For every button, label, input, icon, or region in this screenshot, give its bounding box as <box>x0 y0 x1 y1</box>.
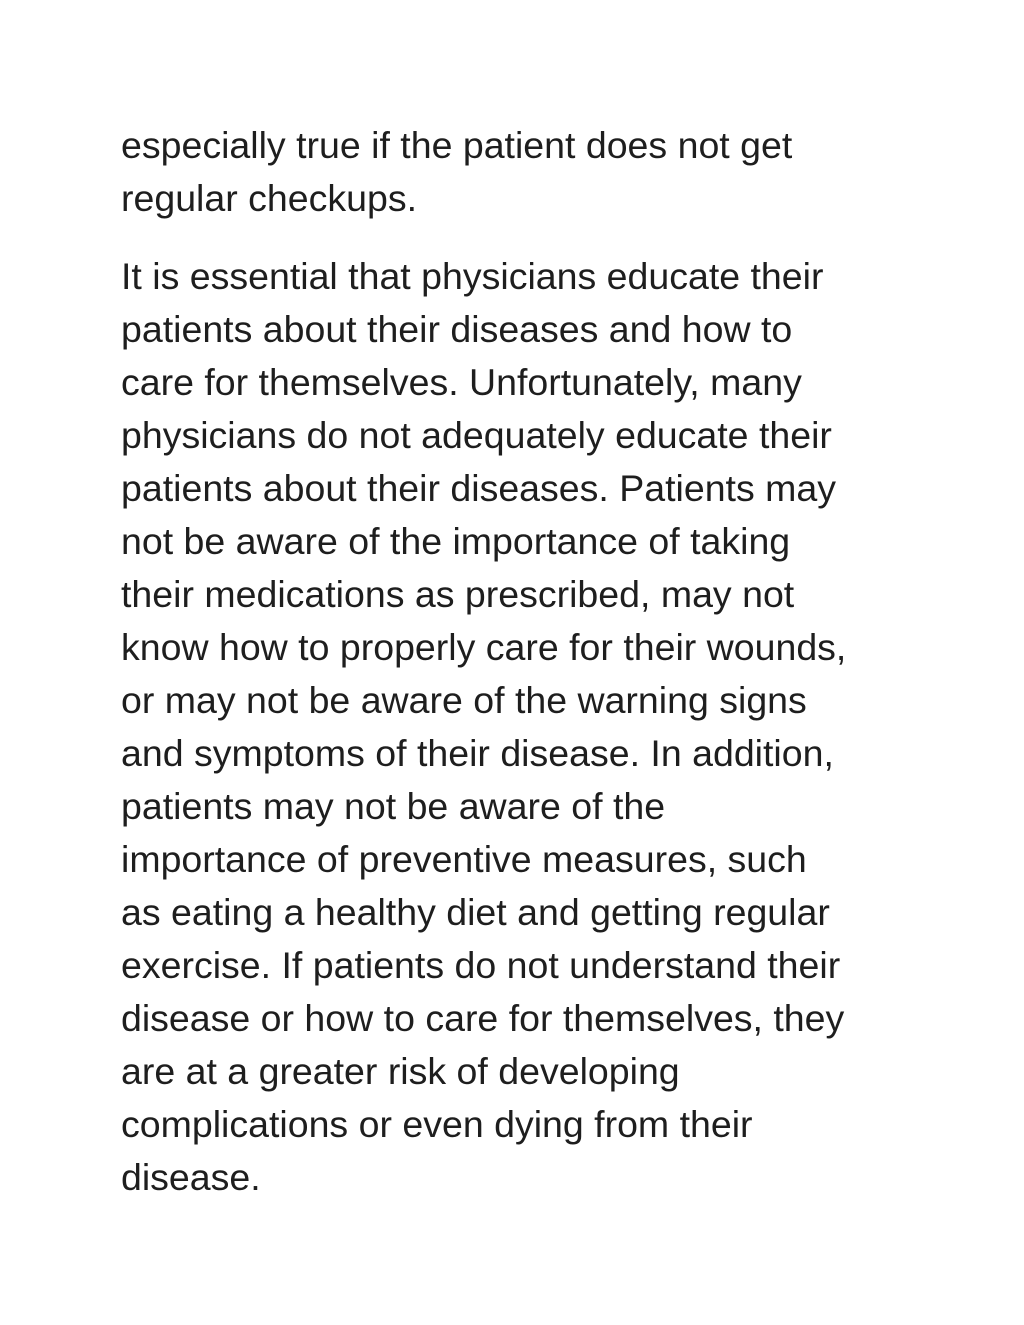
text-line: as eating a healthy diet and getting regular <box>121 891 830 933</box>
text-line: importance of preventive measures, such <box>121 838 807 880</box>
text-line: not be aware of the importance of taking <box>121 520 791 562</box>
text-line: disease. <box>121 1156 261 1198</box>
text-line: know how to properly care for their wounds, <box>121 626 847 668</box>
text-line: patients about their diseases and how to <box>121 308 793 350</box>
text-line: and symptoms of their disease. In addition, <box>121 732 834 774</box>
text-line: especially true if the patient does not get <box>121 124 793 166</box>
text-line: patients may not be aware of the <box>121 785 666 827</box>
text-line: physicians do not adequately educate their <box>121 414 832 456</box>
text-line: It is essential that physicians educate their <box>121 255 824 297</box>
text-line: complications or even dying from their <box>121 1103 753 1145</box>
text-line: exercise. If patients do not understand their <box>121 944 841 986</box>
text-line: or may not be aware of the warning signs <box>121 679 807 721</box>
text-line: regular checkups. <box>121 177 417 219</box>
text-line: care for themselves. Unfortunately, many <box>121 361 802 403</box>
text-line: are at a greater risk of developing <box>121 1050 680 1092</box>
text-line: patients about their diseases. Patients may <box>121 467 836 509</box>
text-line: disease or how to care for themselves, they <box>121 997 845 1039</box>
text-line: their medications as prescribed, may not <box>121 573 795 615</box>
